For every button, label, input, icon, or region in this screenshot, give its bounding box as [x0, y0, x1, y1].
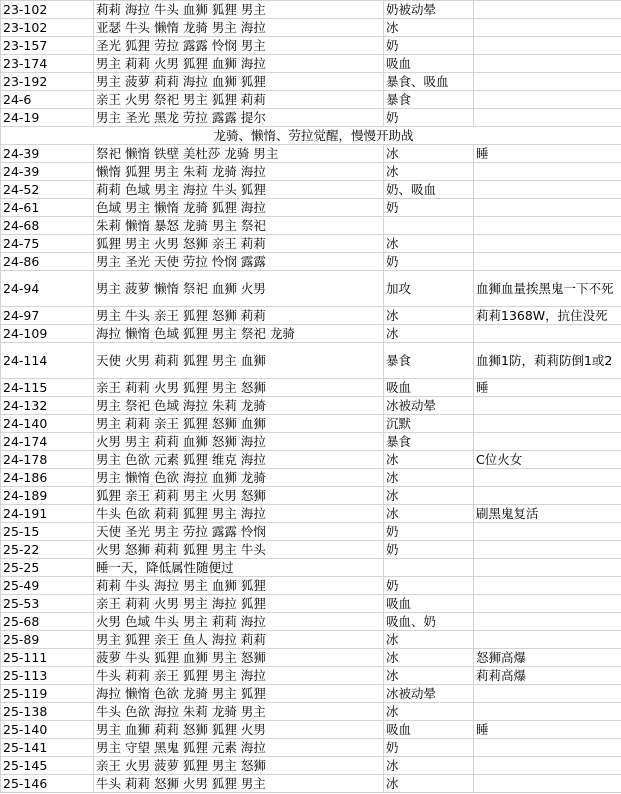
table-row [1, 325, 621, 343]
table-row [1, 667, 621, 685]
stage-id-cell: 24-109 [1, 325, 94, 343]
table-row [1, 595, 621, 613]
note-cell: 冰 [384, 667, 474, 685]
table-row [1, 721, 621, 739]
note-cell: 暴食 [384, 433, 474, 451]
stage-id-cell: 24-178 [1, 451, 94, 469]
note-cell: 奶 [384, 199, 474, 217]
remark-cell [474, 325, 621, 343]
stage-id-cell: 23-102 [1, 1, 94, 19]
stage-id-cell: 24-6 [1, 91, 94, 109]
note-cell: 冰 [384, 235, 474, 253]
team-cell: 海拉 懒惰 色欲 龙骑 男主 狐狸 [94, 685, 384, 703]
note-cell: 暴食 [384, 343, 474, 379]
table-row [1, 19, 621, 37]
team-cell: 男主 莉莉 火男 狐狸 血狮 海拉 [94, 55, 384, 73]
table-row [1, 757, 621, 775]
team-cell: 亲王 火男 菠萝 狐狸 男主 怒狮 [94, 757, 384, 775]
table-row [1, 109, 621, 127]
note-cell: 冰 [384, 505, 474, 523]
team-cell: 男主 血狮 莉莉 怒狮 狐狸 火男 [94, 721, 384, 739]
remark-cell [474, 613, 621, 631]
table-row [1, 253, 621, 271]
team-cell: 男主 守望 黑鬼 狐狸 元素 海拉 [94, 739, 384, 757]
note-cell: 冰 [384, 757, 474, 775]
team-cell: 莉莉 牛头 海拉 男主 血狮 狐狸 [94, 577, 384, 595]
remark-cell [474, 181, 621, 199]
note-cell: 暴食 [384, 91, 474, 109]
note-cell: 冰 [384, 325, 474, 343]
table-row [1, 1, 621, 19]
team-cell: 牛头 莉莉 亲王 狐狸 男主 海拉 [94, 667, 384, 685]
table-row [1, 613, 621, 631]
remark-cell: 怒狮高爆 [474, 649, 621, 667]
team-cell: 莉莉 色域 男主 海拉 牛头 狐狸 [94, 181, 384, 199]
table-row [1, 577, 621, 595]
note-cell: 奶 [384, 523, 474, 541]
remark-cell [474, 199, 621, 217]
stage-id-cell: 25-141 [1, 739, 94, 757]
remark-cell [474, 487, 621, 505]
stage-id-cell: 24-86 [1, 253, 94, 271]
table-row [1, 703, 621, 721]
table-row [1, 379, 621, 397]
note-cell: 奶 [384, 739, 474, 757]
remark-cell [474, 757, 621, 775]
table-row [1, 505, 621, 523]
note-cell: 吸血、奶 [384, 613, 474, 631]
team-cell: 男主 莉莉 亲王 狐狸 怒狮 血狮 [94, 415, 384, 433]
note-cell: 冰被动晕 [384, 685, 474, 703]
stage-id-cell: 25-111 [1, 649, 94, 667]
note-cell: 奶 [384, 253, 474, 271]
stage-id-cell: 25-89 [1, 631, 94, 649]
table-row [1, 217, 621, 235]
stage-id-cell: 24-174 [1, 433, 94, 451]
table-row [1, 271, 621, 307]
remark-cell [474, 19, 621, 37]
team-cell: 男主 色欲 元素 狐狸 维克 海拉 [94, 451, 384, 469]
team-cell: 男主 牛头 亲王 狐狸 怒狮 莉莉 [94, 307, 384, 325]
stage-id-cell: 24-114 [1, 343, 94, 379]
section-banner-row [1, 127, 621, 145]
remark-cell [474, 739, 621, 757]
stage-id-cell: 24-39 [1, 145, 94, 163]
remark-cell: C位火女 [474, 451, 621, 469]
stage-id-cell: 24-75 [1, 235, 94, 253]
team-cell: 男主 懒惰 色欲 海拉 血狮 龙骑 [94, 469, 384, 487]
remark-cell [474, 235, 621, 253]
team-cell: 男主 圣光 天使 劳拉 怜悯 露露 [94, 253, 384, 271]
remark-cell: 刷黑鬼复活 [474, 505, 621, 523]
note-cell: 奶 [384, 541, 474, 559]
table-row [1, 397, 621, 415]
team-cell: 天使 圣光 男主 劳拉 露露 怜悯 [94, 523, 384, 541]
stage-id-cell: 23-102 [1, 19, 94, 37]
remark-cell: 莉莉高爆 [474, 667, 621, 685]
table-row [1, 631, 621, 649]
table-row [1, 73, 621, 91]
remark-cell [474, 703, 621, 721]
remark-cell [474, 595, 621, 613]
table-row [1, 559, 621, 577]
stage-id-cell: 24-68 [1, 217, 94, 235]
stage-id-cell: 25-49 [1, 577, 94, 595]
table-row [1, 523, 621, 541]
note-cell: 冰 [384, 703, 474, 721]
remark-cell: 血狮血量挨黑鬼一下不死 [474, 271, 621, 307]
table-row [1, 145, 621, 163]
remark-cell [474, 91, 621, 109]
table-row [1, 469, 621, 487]
table-row [1, 199, 621, 217]
stage-id-cell: 25-68 [1, 613, 94, 631]
stage-id-cell: 24-19 [1, 109, 94, 127]
team-cell: 男主 祭祀 色域 海拉 朱莉 龙骑 [94, 397, 384, 415]
team-cell: 祭祀 懒惰 铁壁 美杜莎 龙骑 男主 [94, 145, 384, 163]
remark-cell [474, 469, 621, 487]
stage-id-cell: 25-146 [1, 775, 94, 793]
stage-id-cell: 24-140 [1, 415, 94, 433]
remark-cell [474, 397, 621, 415]
stage-id-cell: 24-186 [1, 469, 94, 487]
stage-id-cell: 24-189 [1, 487, 94, 505]
note-cell: 奶被动晕 [384, 1, 474, 19]
team-cell: 牛头 色欲 莉莉 狐狸 男主 海拉 [94, 505, 384, 523]
note-cell: 奶 [384, 577, 474, 595]
remark-cell: 血狮1防，莉莉防倒1或2 [474, 343, 621, 379]
note-cell: 吸血 [384, 55, 474, 73]
remark-cell [474, 685, 621, 703]
table-row [1, 55, 621, 73]
remark-cell [474, 577, 621, 595]
team-cell: 男主 圣光 黑龙 劳拉 露露 提尔 [94, 109, 384, 127]
team-cell: 天使 火男 莉莉 狐狸 男主 血狮 [94, 343, 384, 379]
note-cell: 冰 [384, 163, 474, 181]
table-row [1, 685, 621, 703]
remark-cell [474, 631, 621, 649]
team-cell: 色域 男主 懒惰 龙骑 狐狸 海拉 [94, 199, 384, 217]
table-row [1, 775, 621, 793]
team-cell: 海拉 懒惰 色域 狐狸 男主 祭祀 龙骑 [94, 325, 384, 343]
note-cell [384, 559, 474, 577]
table-row [1, 649, 621, 667]
note-cell: 奶、吸血 [384, 181, 474, 199]
remark-cell [474, 541, 621, 559]
team-cell: 狐狸 亲王 莉莉 男主 火男 怒狮 [94, 487, 384, 505]
note-cell: 沉默 [384, 415, 474, 433]
remark-cell [474, 217, 621, 235]
remark-cell [474, 775, 621, 793]
table-row [1, 37, 621, 55]
table-row [1, 343, 621, 379]
remark-cell [474, 55, 621, 73]
note-cell: 奶 [384, 37, 474, 55]
remark-cell: 睡 [474, 379, 621, 397]
stage-id-cell: 25-145 [1, 757, 94, 775]
remark-cell [474, 415, 621, 433]
stage-id-cell: 23-192 [1, 73, 94, 91]
team-cell: 圣光 狐狸 劳拉 露露 怜悯 男主 [94, 37, 384, 55]
stage-id-cell: 24-115 [1, 379, 94, 397]
team-cell: 亲王 莉莉 火男 男主 海拉 狐狸 [94, 595, 384, 613]
remark-cell [474, 1, 621, 19]
table-row [1, 235, 621, 253]
note-cell: 奶 [384, 109, 474, 127]
team-cell: 菠萝 牛头 狐狸 血狮 男主 怒狮 [94, 649, 384, 667]
remark-cell [474, 37, 621, 55]
team-cell: 牛头 莉莉 怒狮 火男 狐狸 男主 [94, 775, 384, 793]
team-cell: 睡一天，降低属性随便过 [94, 559, 384, 577]
table-row [1, 163, 621, 181]
table-row [1, 451, 621, 469]
note-cell: 冰 [384, 487, 474, 505]
team-cell: 朱莉 懒惰 暴怒 龙骑 男主 祭祀 [94, 217, 384, 235]
table-body [1, 1, 621, 793]
note-cell: 吸血 [384, 595, 474, 613]
table-row [1, 487, 621, 505]
team-cell: 亲王 莉莉 火男 狐狸 男主 怒狮 [94, 379, 384, 397]
table-row [1, 181, 621, 199]
stage-id-cell: 25-140 [1, 721, 94, 739]
stage-id-cell: 23-174 [1, 55, 94, 73]
team-cell: 狐狸 男主 火男 怒狮 亲王 莉莉 [94, 235, 384, 253]
remark-cell: 睡 [474, 721, 621, 739]
team-cell: 莉莉 海拉 牛头 血狮 狐狸 男主 [94, 1, 384, 19]
team-cell: 懒惰 狐狸 男主 朱莉 龙骑 海拉 [94, 163, 384, 181]
note-cell: 冰被动晕 [384, 397, 474, 415]
stage-id-cell: 25-15 [1, 523, 94, 541]
stage-id-cell: 24-61 [1, 199, 94, 217]
stage-id-cell: 24-97 [1, 307, 94, 325]
stage-id-cell: 25-22 [1, 541, 94, 559]
stage-id-cell: 24-132 [1, 397, 94, 415]
remark-cell: 莉莉1368W，抗住没死 [474, 307, 621, 325]
remark-cell [474, 109, 621, 127]
note-cell: 吸血 [384, 379, 474, 397]
note-cell: 冰 [384, 145, 474, 163]
remark-cell: 睡 [474, 145, 621, 163]
stage-id-cell: 23-157 [1, 37, 94, 55]
stage-id-cell: 24-94 [1, 271, 94, 307]
stage-id-cell: 25-119 [1, 685, 94, 703]
remark-cell [474, 253, 621, 271]
note-cell: 吸血 [384, 721, 474, 739]
stage-id-cell: 25-25 [1, 559, 94, 577]
stage-id-cell: 25-113 [1, 667, 94, 685]
stage-id-cell: 25-53 [1, 595, 94, 613]
table-row [1, 307, 621, 325]
note-cell: 冰 [384, 451, 474, 469]
note-cell: 冰 [384, 775, 474, 793]
team-cell: 火男 男主 莉莉 血狮 怒狮 海拉 [94, 433, 384, 451]
note-cell: 冰 [384, 307, 474, 325]
remark-cell [474, 433, 621, 451]
team-cell: 火男 色域 牛头 男主 莉莉 海拉 [94, 613, 384, 631]
stage-id-cell: 24-191 [1, 505, 94, 523]
table-row [1, 541, 621, 559]
note-cell [384, 217, 474, 235]
team-cell: 男主 菠萝 莉莉 海拉 血狮 狐狸 [94, 73, 384, 91]
stage-id-cell: 24-39 [1, 163, 94, 181]
note-cell: 暴食、吸血 [384, 73, 474, 91]
team-cell: 亚瑟 牛头 懒惰 龙骑 男主 海拉 [94, 19, 384, 37]
team-cell: 火男 怒狮 莉莉 狐狸 男主 牛头 [94, 541, 384, 559]
table-row [1, 739, 621, 757]
note-cell: 冰 [384, 19, 474, 37]
table-row [1, 433, 621, 451]
remark-cell [474, 73, 621, 91]
stage-id-cell: 25-138 [1, 703, 94, 721]
team-cell: 男主 狐狸 亲王 鱼人 海拉 莉莉 [94, 631, 384, 649]
team-cell: 牛头 色欲 海拉 朱莉 龙骑 男主 [94, 703, 384, 721]
section-banner: 龙骑、懒惰、劳拉觉醒，慢慢开助战 [1, 127, 621, 145]
team-cell: 男主 菠萝 懒惰 祭祀 血狮 火男 [94, 271, 384, 307]
note-cell: 冰 [384, 469, 474, 487]
team-cell: 亲王 火男 祭祀 男主 狐狸 莉莉 [94, 91, 384, 109]
note-cell: 冰 [384, 631, 474, 649]
remark-cell [474, 163, 621, 181]
table-row [1, 91, 621, 109]
remark-cell [474, 559, 621, 577]
table-row [1, 415, 621, 433]
stage-id-cell: 24-52 [1, 181, 94, 199]
remark-cell [474, 523, 621, 541]
note-cell: 加攻 [384, 271, 474, 307]
note-cell: 冰 [384, 649, 474, 667]
